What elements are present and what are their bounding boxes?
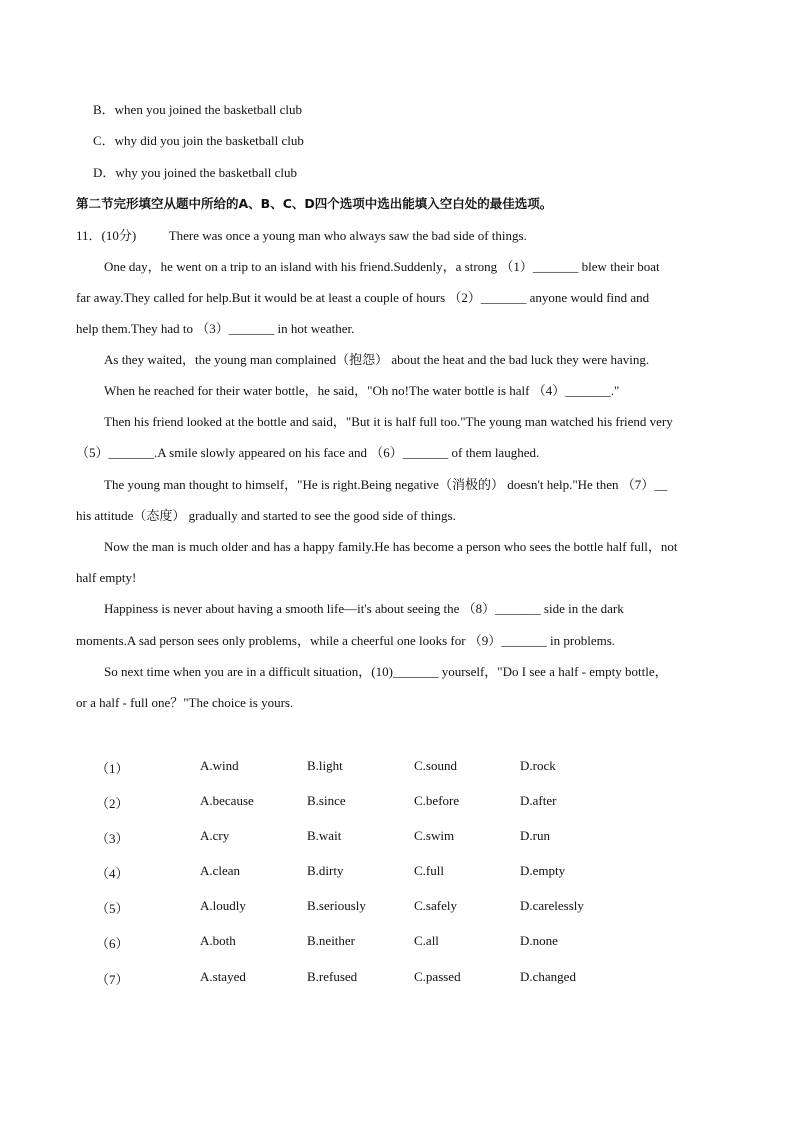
passage-line: The young man thought to himself，"He is right.Being negative（消极的） doesn't help."He then （7）__ <box>104 477 668 492</box>
choice-d: D.after <box>520 793 557 808</box>
choice-d: D.changed <box>520 969 576 984</box>
item-number: （1） <box>96 761 129 776</box>
choice-b: B.wait <box>307 828 342 843</box>
item-number: （6） <box>96 936 129 951</box>
choice-c: C.swim <box>414 828 455 843</box>
choice-d: D.run <box>520 828 550 843</box>
choice-c: C.sound <box>414 758 457 773</box>
section-title: 第二节完形填空从题中所给的A、B、C、D四个选项中选出能填入空白处的最佳选项。 <box>76 196 553 211</box>
passage-line: （5）_______.A smile slowly appeared on his face and （6）_______ of them laughed. <box>76 445 540 460</box>
passage-line: Now the man is much older and has a happy family.He has become a person who sees the bottle half full，not <box>104 539 678 554</box>
choice-d: D.none <box>520 933 558 948</box>
passage-line: One day，he went on a trip to an island with his friend.Suddenly，a strong （1）_______ blew their boat <box>104 259 660 274</box>
passage-first-line: There was once a young man who always saw the bad side of things. <box>168 228 527 243</box>
choice-b: B.seriously <box>307 898 366 913</box>
choice-a: A.clean <box>200 863 241 878</box>
choice-c: C.before <box>414 793 460 808</box>
passage-line: When he reached for their water bottle，he said，"Oh no!The water bottle is half （4）_______." <box>104 383 620 398</box>
choice-a: A.because <box>200 793 254 808</box>
choice-a: A.loudly <box>200 898 246 913</box>
choice-d: D.rock <box>520 758 556 773</box>
passage-line: moments.A sad person sees only problems，while a cheerful one looks for （9）_______ in problems. <box>76 633 616 648</box>
choice-a: A.cry <box>200 828 230 843</box>
item-number: （3） <box>96 831 129 846</box>
choice-d: D.carelessly <box>520 898 584 913</box>
passage-line: So next time when you are in a difficult situation，(10)_______ yourself，"Do I see a half - empty bottle， <box>104 664 668 679</box>
passage-line: help them.They had to （3）_______ in hot weather. <box>76 321 355 336</box>
choice-b: B.since <box>307 793 346 808</box>
choice-b: B.refused <box>307 969 358 984</box>
passage-line: As they waited，the young man complained（抱怨） about the heat and the bad luck they were having. <box>104 352 650 367</box>
item-number: （7） <box>96 972 129 987</box>
choice-b: B.light <box>307 758 343 773</box>
passage-line: half empty! <box>76 570 137 585</box>
passage-line: Happiness is never about having a smooth life—it's about seeing the （8）_______ side in the dark <box>104 601 624 616</box>
item-number: （2） <box>96 796 129 811</box>
passage-line: Then his friend looked at the bottle and said，"But it is half full too."The young man watched his friend very <box>104 414 673 429</box>
question-header <box>76 227 728 245</box>
item-number: （4） <box>96 866 129 881</box>
choice-a: A.stayed <box>200 969 246 984</box>
passage-line: his attitude（态度） gradually and started to see the good side of things. <box>76 508 456 523</box>
choice-b: B.neither <box>307 933 356 948</box>
option-b: B．when you joined the basketball club <box>93 102 303 117</box>
question-number: 11．(10分) <box>76 228 137 243</box>
choice-c: C.safely <box>414 898 457 913</box>
choice-c: C.full <box>414 863 444 878</box>
passage-line: or a half - full one？"The choice is yours. <box>76 695 294 710</box>
choice-b: B.dirty <box>307 863 344 878</box>
item-number: （5） <box>96 901 129 916</box>
choice-a: A.both <box>200 933 236 948</box>
option-c: C．why did you join the basketball club <box>93 133 304 148</box>
choice-c: C.passed <box>414 969 461 984</box>
option-d: D．why you joined the basketball club <box>93 165 297 180</box>
choice-d: D.empty <box>520 863 566 878</box>
choice-c: C.all <box>414 933 439 948</box>
passage-line: far away.They called for help.But it would be at least a couple of hours （2）_______ anyone would find and <box>76 290 650 305</box>
choice-a: A.wind <box>200 758 239 773</box>
